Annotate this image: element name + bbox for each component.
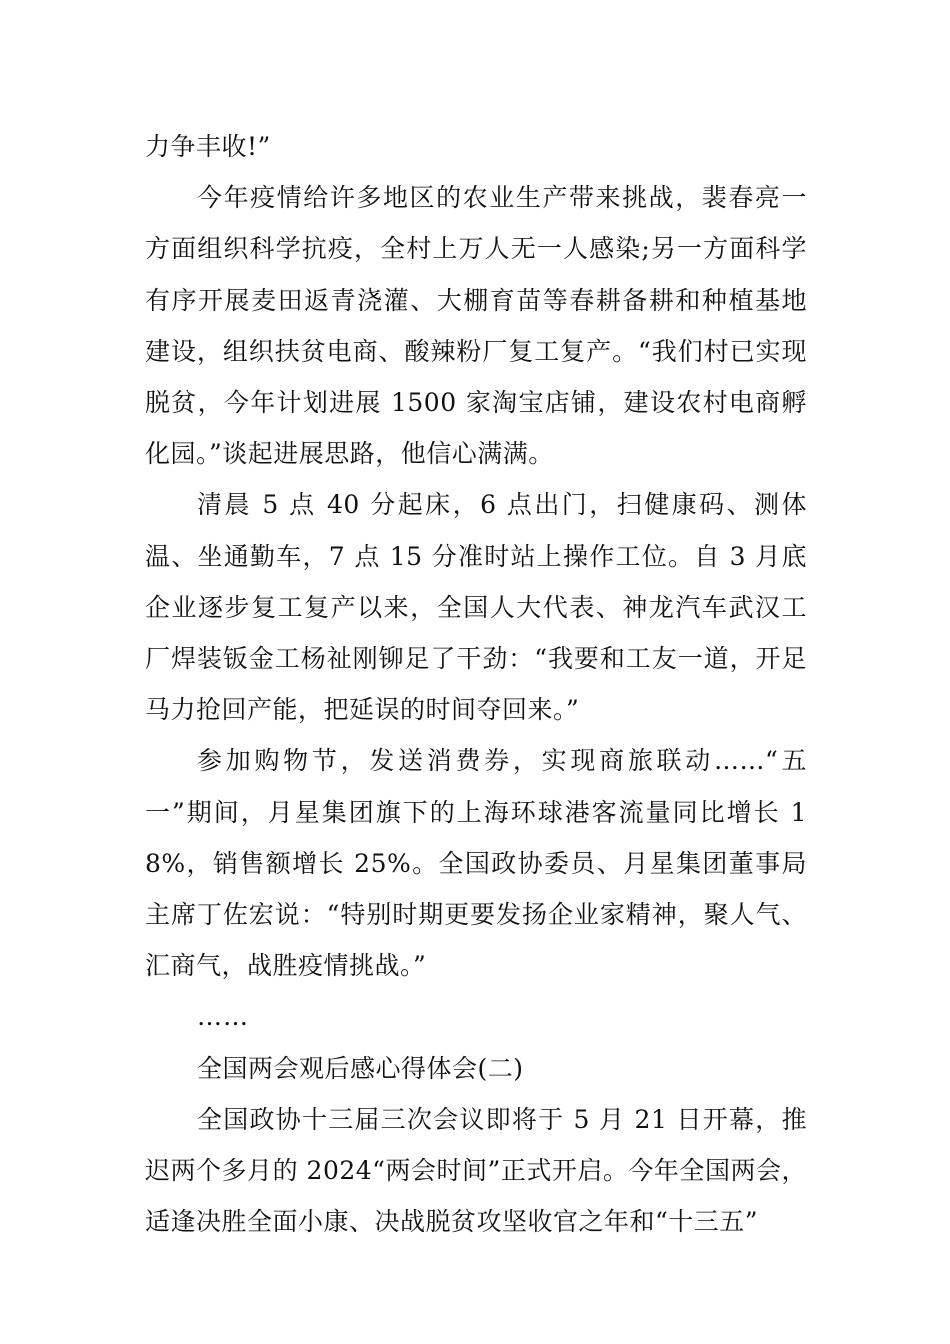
paragraph-shopping-festival: 参加购物节，发送消费券，实现商旅联动……“五一”期间，月星集团旗下的上海环球港客流量同比增长 18%，销售额增长 25%。全国政协委员、月星集团董事局主席丁佐宏说：“特别时期更要发扬企业家精神，聚人气、汇商气，战胜疫情挑战。” [145, 746, 807, 981]
paragraph-auto-worker: 清晨 5 点 40 分起床，6 点出门，扫健康码、测体温、坐通勤车，7 点 15 分准时站上操作工位。自 3 月底企业逐步复工复产以来，全国人大代表、神龙汽车武汉工厂焊装钣金工杨祉刚铆足了干劲：“我要和工友一道，开足马力抢回产能，把延误的时间夺回来。” [145, 490, 807, 725]
paragraph-agriculture: 今年疫情给许多地区的农业生产带来挑战，裴春亮一方面组织科学抗疫，全村上万人无一人感染;另一方面科学有序开展麦田返青浇灌、大棚育苗等春耕备耕和种植基地建设，组织扶贫电商、酸辣粉厂复工复产。“我们村已实现脱贫，今年计划进展 1500 家淘宝店铺，建设农村电商孵化园。”谈起进展思路，他信心满满。 [145, 183, 807, 469]
section-heading: 全国两会观后感心得体会(二) [197, 1053, 524, 1083]
paragraph-continuation: 力争丰收!” [145, 132, 271, 161]
ellipsis-separator: …… [197, 1002, 249, 1032]
document-body [145, 121, 807, 1247]
paragraph-cppcc-opening: 全国政协十三届三次会议即将于 5 月 21 日开幕，推迟两个多月的 2024“两会时间”正式开启。今年全国两会，适逢决胜全面小康、决战脱贫攻坚收官之年和“十三五” [145, 1104, 807, 1237]
